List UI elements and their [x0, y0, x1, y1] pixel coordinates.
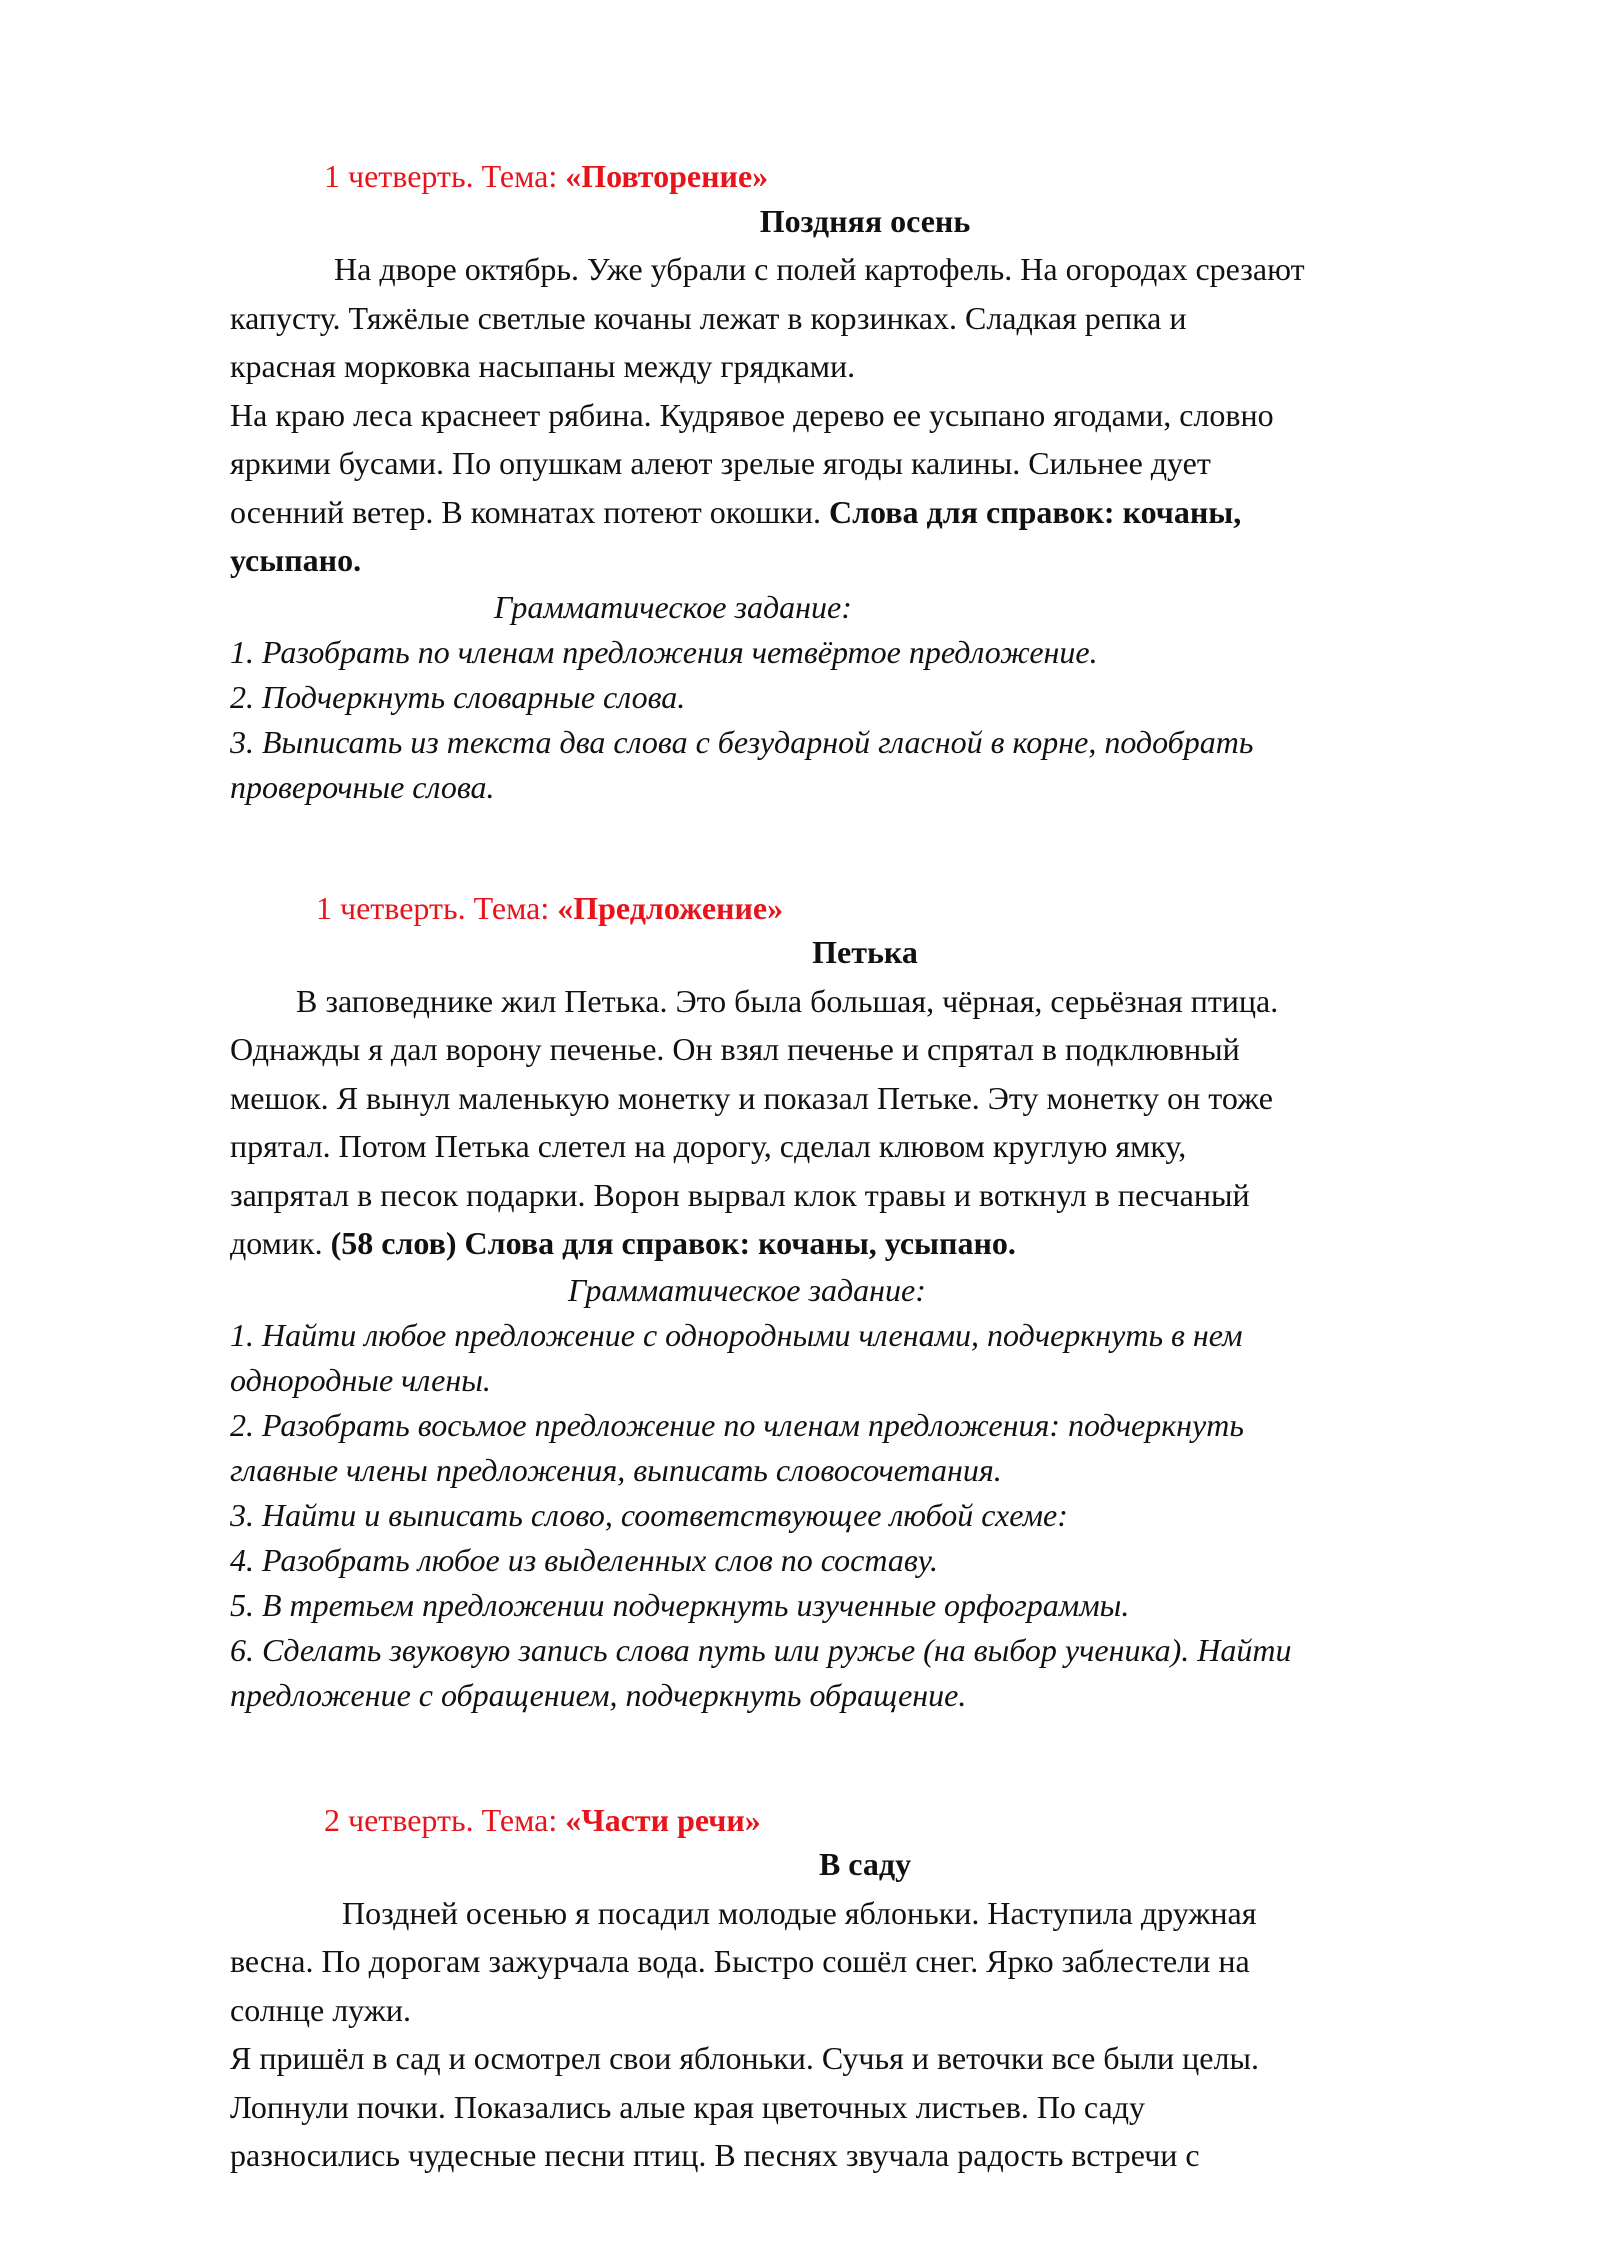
paragraph-line: весна. По дорогам зажурчала вода. Быстро сошёл снег. Ярко заблестели на: [230, 1943, 1250, 1979]
task-item: 3. Выписать из текста два слова с безударной гласной в корне, подобрать: [230, 723, 1254, 760]
task-item: главные члены предложения, выписать словосочетания.: [230, 1451, 1002, 1488]
task-title: Грамматическое задание:: [568, 1271, 926, 1308]
paragraph-line: На дворе октябрь. Уже убрали с полей картофель. На огородах срезают: [334, 251, 1305, 287]
section-heading: 1 четверть. Тема: «Предложение»: [316, 889, 784, 926]
paragraph-line: Однажды я дал ворону печенье. Он взял печенье и спрятал в подклювный: [230, 1031, 1240, 1067]
task-item: 6. Сделать звуковую запись слова путь или ружье (на выбор ученика). Найти: [230, 1631, 1292, 1668]
task-item: 1. Найти любое предложение с однородными членами, подчеркнуть в нем: [230, 1316, 1243, 1353]
section-title: Петька: [812, 934, 918, 970]
paragraph-line: запрятал в песок подарки. Ворон вырвал клок травы и воткнул в песчаный: [230, 1176, 1250, 1213]
task-title: Грамматическое задание:: [494, 588, 852, 625]
paragraph-line: Лопнули почки. Показались алые края цветочных листьев. По саду: [230, 2088, 1145, 2125]
task-item: 2. Разобрать восьмое предложение по членам предложения: подчеркнуть: [230, 1406, 1244, 1443]
paragraph-line: осенний ветер. В комнатах потеют окошки. Слова для справок: кочаны,: [230, 493, 1242, 530]
paragraph-line: капусту. Тяжёлые светлые кочаны лежат в корзинках. Сладкая репка и: [230, 299, 1187, 336]
task-item: 3. Найти и выписать слово, соответствующее любой схеме:: [230, 1496, 1068, 1533]
task-item: 4. Разобрать любое из выделенных слов по составу.: [230, 1541, 938, 1578]
section-title: В саду: [818, 1846, 912, 1882]
paragraph-line: На краю леса краснеет рябина. Кудрявое дерево ее усыпано ягодами, словно: [230, 396, 1274, 433]
section-1: [230, 152, 1500, 810]
section-heading: 1 четверть. Тема: «Повторение»: [324, 158, 769, 194]
paragraph-line: Поздней осенью я посадил молодые яблоньки. Наступила дружная: [342, 1894, 1257, 1931]
task-item: 2. Подчеркнуть словарные слова.: [230, 678, 686, 715]
document-page: [230, 152, 1500, 2180]
section-3: [230, 1796, 1500, 2180]
paragraph-line: прятал. Потом Петька слетел на дорогу, сделал клювом круглую ямку,: [230, 1128, 1187, 1164]
paragraph-line: красная морковка насыпаны между грядками.: [230, 348, 856, 384]
paragraph-line: Я пришёл в сад и осмотрел свои яблоньки. Сучья и веточки все были целы.: [230, 2040, 1259, 2076]
section-spacer: [230, 1718, 1500, 1796]
reference-words-tail: усыпано.: [230, 542, 362, 578]
paragraph-line: разносились чудесные песни птиц. В песнях звучала радость встречи с: [230, 2137, 1200, 2173]
task-item: однородные члены.: [230, 1361, 491, 1398]
task-item: 1. Разобрать по членам предложения четвёртое предложение.: [230, 633, 1098, 670]
section-spacer: [230, 810, 1500, 884]
task-item: проверочные слова.: [230, 768, 495, 805]
paragraph-line: солнце лужи.: [230, 1991, 411, 2028]
paragraph-line: мешок. Я вынул маленькую монетку и показал Петьке. Эту монетку он тоже: [230, 1079, 1273, 1116]
task-item: 5. В третьем предложении подчеркнуть изученные орфограммы.: [230, 1586, 1130, 1623]
section-heading: 2 четверть. Тема: «Части речи»: [324, 1801, 761, 1838]
task-item: предложение с обращением, подчеркнуть обращение.: [230, 1676, 967, 1713]
section-2: [230, 884, 1500, 1718]
paragraph-line: домик. (58 слов) Слова для справок: кочаны, усыпано.: [230, 1225, 1016, 1261]
paragraph-line: яркими бусами. По опушкам алеют зрелые ягоды калины. Сильнее дует: [230, 445, 1211, 481]
section-title: Поздняя осень: [759, 202, 971, 239]
paragraph-line: В заповеднике жил Петька. Это была большая, чёрная, серьёзная птица.: [296, 982, 1279, 1019]
